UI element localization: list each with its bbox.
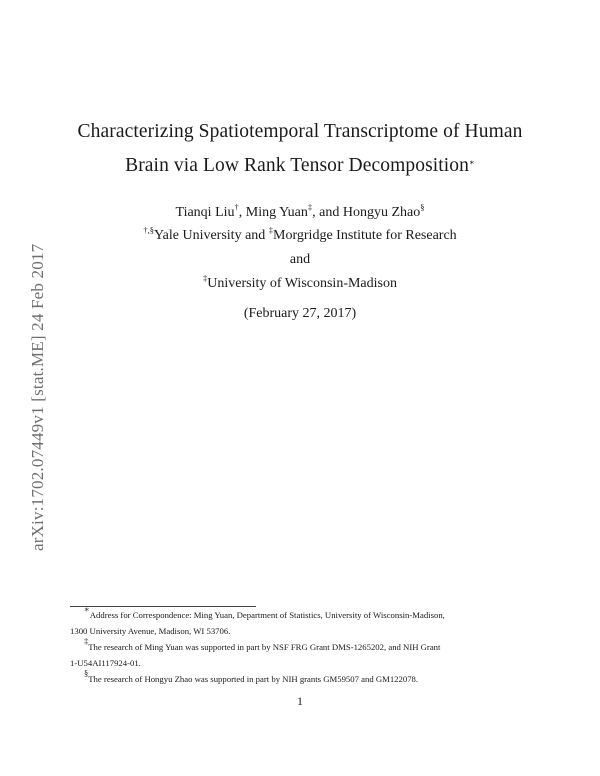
footnote-text: The research of Ming Yuan was supported in part by NSF FRG Grant DMS-1265202, and NIH Grant [88, 642, 441, 652]
author-mark: § [420, 202, 425, 212]
paper-title-line-1: Characterizing Spatiotemporal Transcriptome of Human [77, 121, 523, 142]
author-separator: , [238, 205, 246, 220]
footnote-text: The research of Hongyu Zhao was supported in part by NIH grants GM59507 and GM122078. [88, 674, 419, 684]
footnote-line: 1300 University Avenue, Madison, WI 53706. [70, 626, 231, 636]
footnote-line [70, 668, 540, 687]
affiliation-line-3 [0, 273, 600, 292]
author-separator: , and [312, 205, 343, 220]
paper-title-line-2-text: Brain via Low Rank Tensor Decomposition [125, 155, 470, 176]
affiliation-mark: ‡ [268, 225, 274, 235]
footnote-line [70, 636, 540, 655]
author-name: Hongyu Zhao [342, 205, 421, 220]
footnote-mark: ∗ [84, 604, 90, 614]
author-mark: ‡ [307, 202, 313, 212]
footnote-ming-yuan-funding [70, 636, 540, 671]
footnote-mark: § [84, 668, 89, 678]
footnote-correspondence [70, 604, 540, 639]
paper-title-line-2 [0, 155, 600, 177]
page-number: 1 [297, 694, 303, 708]
author-mark: † [234, 202, 239, 212]
affiliation-text: University of Wisconsin-Madison [207, 276, 397, 291]
affiliation-text: Yale University and [153, 228, 269, 243]
title-footnote-mark: ∗ [469, 157, 475, 167]
affiliation-conjunction: and [289, 252, 311, 267]
arxiv-identifier: arXiv:1702.07449v1 [stat.ME] 24 Feb 2017 [28, 243, 47, 551]
footnote-text: Address for Correspondence: Ming Yuan, Department of Statistics, University of Wisconsin-Madison, [89, 610, 445, 620]
footnote-line: 1-U54AI117924-01. [70, 658, 141, 668]
author-list [0, 202, 600, 221]
author-name: Ming Yuan [245, 205, 308, 220]
affiliation-mark: ‡ [203, 273, 208, 283]
footnote-line [70, 604, 540, 623]
paper-date: (February 27, 2017) [243, 306, 357, 321]
footnote-mark: ‡ [84, 636, 89, 646]
affiliation-text: Morgridge Institute for Research [273, 228, 457, 243]
affiliation-line-1 [0, 225, 600, 244]
footnote-hongyu-zhao-funding [70, 668, 540, 687]
affiliation-mark: †,§ [143, 225, 154, 235]
author-name: Tianqi Liu [175, 205, 235, 220]
